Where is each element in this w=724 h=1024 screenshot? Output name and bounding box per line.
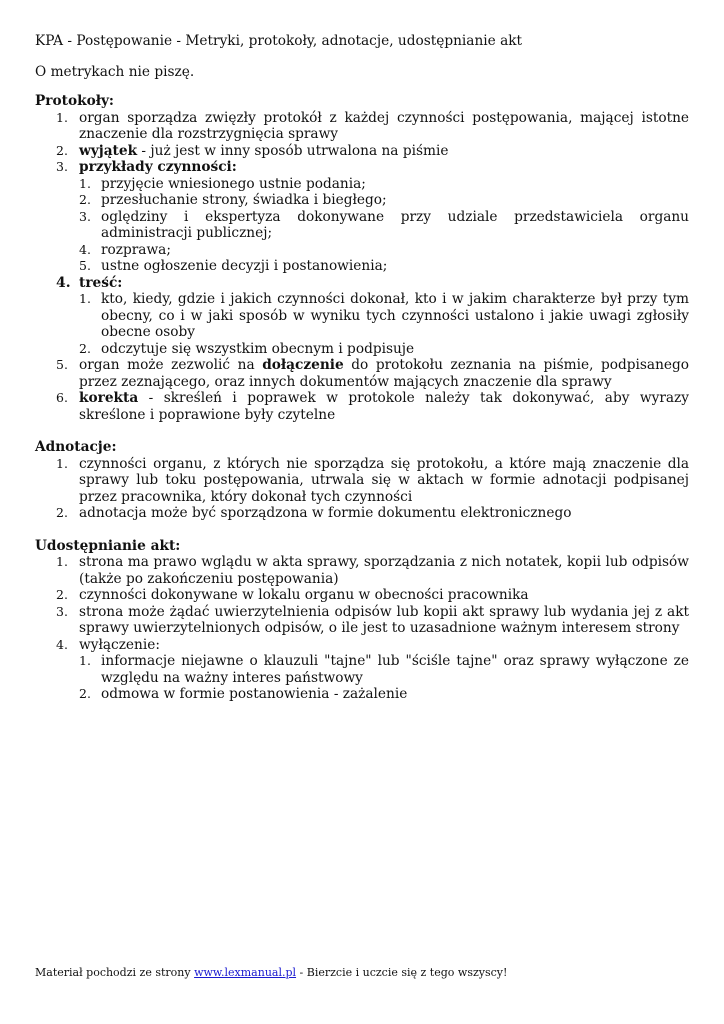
section-adnotacje: [35, 439, 689, 522]
list-number: 4.: [56, 636, 68, 652]
list-text: czynności dokonywane w lokalu organu w obecności pracownika: [79, 587, 529, 603]
list-item: [35, 637, 689, 654]
list-item: [35, 159, 689, 176]
list-text: ustne ogłoszenie decyzji i postanowienia;: [101, 258, 388, 274]
list-text: oględziny i ekspertyza dokonywane przy udziale przedstawiciela organu administracji publicznej;: [101, 208, 689, 241]
list-number: 2.: [56, 505, 68, 520]
list-number: 5.: [79, 258, 91, 273]
list-text: [79, 143, 689, 160]
section-heading: Adnotacje:: [35, 439, 117, 455]
list-number: 1.: [79, 175, 91, 191]
sub-list-item: [35, 653, 689, 686]
list-text: odczytuje się wszystkim obecnym i podpisuje: [101, 340, 415, 357]
sub-list-item: [35, 341, 689, 358]
bold-term: korekta: [79, 390, 139, 406]
list-item: [35, 505, 689, 522]
list-text: przesłuchanie strony, świadka i biegłego;: [101, 192, 387, 208]
footer: [35, 966, 507, 979]
section-udostepnianie: [35, 538, 689, 703]
list-number: 2.: [79, 192, 91, 207]
sub-list-item: [35, 242, 689, 259]
list-number: 1.: [79, 653, 91, 668]
list-number: 2.: [79, 686, 91, 701]
list-text-rest: - już jest w inny sposób utrwalona na piśmie: [137, 142, 449, 159]
list-text: kto, kiedy, gdzie i jakich czynności dokonał, kto i w jakim charakterze był przy tym obecny, co i w jaki sposób w wyniku tych czynności ustalono i jakie uwagi zgłosiły obecne osoby: [101, 291, 689, 340]
list-text: strona ma prawo wglądu w akta sprawy, sporządzania z nich notatek, kopii lub odpisów (także po zakończeniu postępowania): [79, 554, 689, 587]
list-text: [79, 390, 689, 423]
list-number: 1.: [79, 291, 91, 306]
list-text: [79, 357, 689, 390]
bold-term: dołączenie: [262, 357, 344, 373]
footer-text-post: - Bierzcie i uczcie się z tego wszyscy!: [296, 966, 508, 979]
section-heading: Protokoły:: [35, 93, 114, 109]
list-number: 3.: [79, 208, 91, 224]
list-text: odmowa w formie postanowienia - zażalenie: [101, 686, 408, 702]
list-text: rozprawa;: [101, 241, 171, 258]
footer-link[interactable]: www.lexmanual.pl: [194, 966, 297, 979]
list-text-pre: organ może zezwolić na: [79, 357, 263, 373]
list-number: 3.: [56, 603, 68, 619]
list-text: czynności organu, z których nie sporządza się protokołu, a które mają znaczenie dla sprawy lub toku postępowania, utrwala się w aktach w formie adnotacji podpisanej przez pracownika, który dokonał tych czynności: [79, 455, 689, 505]
list-item: [35, 390, 689, 423]
list-text-rest: do protokołu zeznania na piśmie, podpisanego przez zeznającego, oraz innych dokumentów mających znaczenie dla sprawy: [79, 357, 689, 390]
list-item: [35, 275, 689, 292]
section-heading: Udostępnianie akt:: [35, 537, 181, 554]
sub-list-item: [35, 258, 689, 275]
sub-list-item: [35, 192, 689, 209]
list-number: 4.: [56, 274, 71, 291]
list-number: 2.: [56, 142, 68, 158]
list-number: 6.: [56, 390, 68, 405]
list-number: 1.: [56, 554, 68, 569]
list-text: adnotacja może być sporządzona w formie dokumentu elektronicznego: [79, 505, 572, 521]
list-number: 3.: [56, 159, 68, 174]
list-item: [35, 357, 689, 390]
list-item: [35, 554, 689, 587]
list-item: [35, 110, 689, 143]
list-number: 5.: [56, 357, 68, 372]
list-number: 1.: [56, 109, 68, 125]
list-item: [35, 587, 689, 604]
list-text: strona może żądać uwierzytelnienia odpisów lub kopii akt sprawy lub wydania jej z akt sprawy uwierzytelnionych odpisów, o ile jest to uzasadnione ważnym interesem strony: [79, 603, 689, 636]
bold-term: wyjątek: [79, 142, 138, 159]
list-number: 2.: [79, 340, 91, 356]
bold-term: przykłady czynności:: [79, 159, 237, 175]
list-number: 4.: [79, 241, 91, 257]
bold-term: treść:: [79, 274, 123, 291]
list-text-rest: - skreśleń i poprawek w protokole należy tak dokonywać, aby wyrazy skreślone i poprawione były czytelne: [79, 390, 689, 423]
sub-list-item: [35, 209, 689, 242]
sub-list-item: [35, 176, 689, 193]
intro-text: O metrykach nie piszę.: [35, 63, 195, 80]
list-item: [35, 456, 689, 506]
document-page: [35, 33, 689, 719]
list-number: 2.: [56, 587, 68, 602]
list-item: [35, 143, 689, 160]
section-protokoly: [35, 93, 689, 423]
list-text: wyłączenie:: [79, 636, 160, 653]
list-item: [35, 604, 689, 637]
sub-list-item: [35, 291, 689, 341]
footer-text-pre: Materiał pochodzi ze strony: [35, 966, 195, 979]
list-text: informacje niejawne o klauzuli "tajne" lub "ściśle tajne" oraz sprawy wyłączone ze względu na ważny interes państwowy: [101, 653, 689, 686]
list-text: przyjęcie wniesionego ustnie podania;: [101, 175, 366, 192]
document-title: KPA - Postępowanie - Metryki, protokoły, adnotacje, udostępnianie akt: [35, 33, 523, 49]
sub-list-item: [35, 686, 689, 703]
list-text: organ sporządza zwięzły protokół z każdej czynności postępowania, mającej istotne znaczenie dla rozstrzygnięcia sprawy: [79, 109, 689, 142]
list-number: 1.: [56, 455, 68, 471]
